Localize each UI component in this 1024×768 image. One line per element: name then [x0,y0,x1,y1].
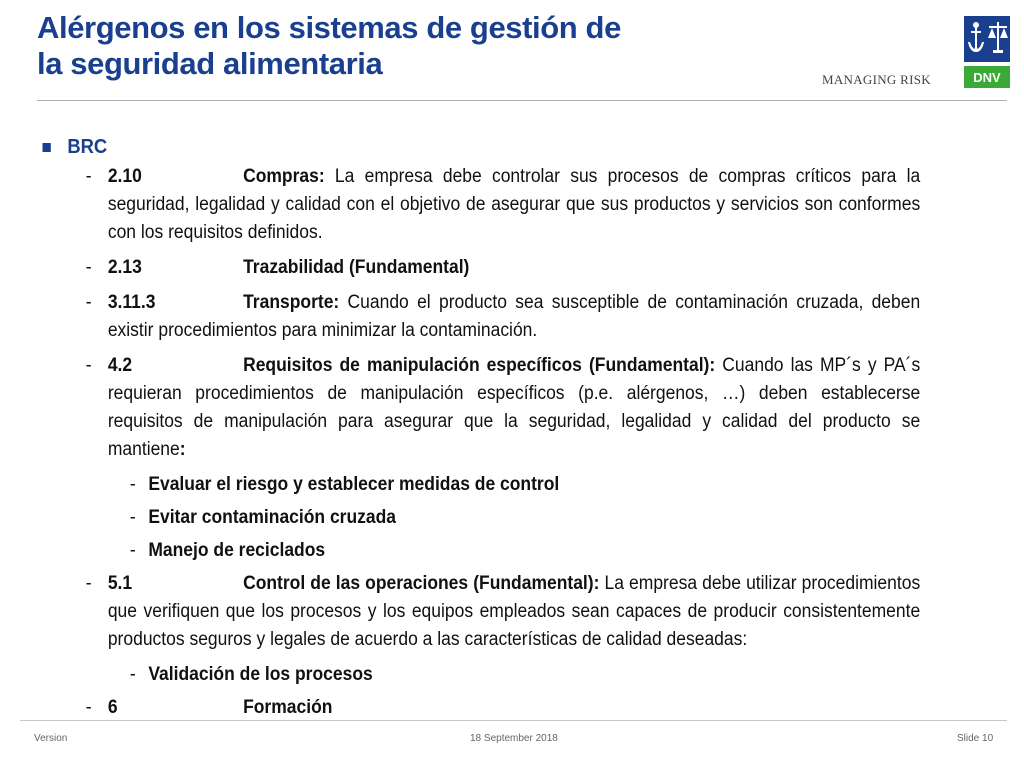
header-divider [37,100,1007,101]
clause-text: Cuando las MP´s y PA´s requieran procedimientos de manipulación específicos (p.e. alérgenos, …) deben establecerse requisitos de manipulación para asegurar que la seguridad, legalidad y calidad del producto se mantiene [107,355,921,460]
clause-text: Cuando el producto sea susceptible de contaminación cruzada, deben existir procedimientos para minimizar la contaminación. [107,292,921,341]
dnv-logo [964,16,1010,88]
title-line-1: Alérgenos en los sistemas de gestión de [37,10,621,45]
clause-code: 2.10 [107,166,142,187]
dash-bullet-icon: - [129,540,136,561]
dash-bullet-icon: - [85,257,92,278]
dash-bullet-icon: - [85,355,92,376]
clause-heading: Compras: [243,166,325,187]
sub-item-text: Evitar contaminación cruzada [148,507,397,528]
list-item [37,352,920,464]
clause-code: 5.1 [107,573,133,594]
clause-trailing: : [179,439,186,460]
dash-bullet-icon: - [129,507,136,528]
clause-heading: Transporte: [243,292,340,313]
sub-item-text: Evaluar el riesgo y establecer medidas de control [148,474,560,495]
list-item [37,163,920,247]
sub-item-text: Validación de los procesos [148,664,373,685]
clause-code: 4.2 [107,355,133,376]
list-item [37,254,920,282]
clause-heading: Trazabilidad (Fundamental) [243,257,470,278]
sub-item-text: Manejo de reciclados [148,540,326,561]
footer-divider [20,720,1007,721]
list-item [37,694,920,722]
list-item [37,570,920,654]
logo-emblem-background [964,16,1010,62]
dash-bullet-icon: - [129,474,136,495]
title-line-2: la seguridad alimentaria [37,46,383,81]
footer-slide-number: Slide 10 [957,733,994,744]
list-item [37,289,920,345]
clause-code: 3.11.3 [107,292,156,313]
section-label: BRC [67,136,108,158]
footer-version: Version [34,733,68,744]
clause-code: 6 [107,697,118,718]
dash-bullet-icon: - [85,292,92,313]
sub-list-item [37,504,920,532]
dash-bullet-icon: - [85,697,92,718]
clause-code: 2.13 [107,257,142,278]
dash-bullet-icon: - [129,664,136,685]
slide-content [37,133,920,729]
page-title [37,10,797,82]
clause-text: La empresa debe utilizar procedimientos que verifiquen que los procesos y los equipos empleados sean capaces de producir consistentemente productos seguros y legales de acuerdo a las características de calidad deseadas: [107,573,921,650]
dash-bullet-icon: - [85,166,92,187]
footer-date: 18 September 2018 [470,733,558,744]
section-bullet [37,133,920,161]
sub-list-item [37,471,920,499]
dash-bullet-icon: - [85,573,92,594]
logo-text: DNV [973,70,1001,85]
sub-list-item [37,537,920,565]
clause-text: La empresa debe controlar sus procesos de compras críticos para la seguridad, legalidad y calidad con el objetivo de asegurar que sus productos y servicios son conformes con los requisitos definidos. [107,166,921,243]
managing-risk-tagline: MANAGING RISK [822,72,931,87]
clause-heading: Requisitos de manipulación específicos (Fundamental): [243,355,716,376]
sub-list-item [37,661,920,689]
square-bullet-icon [43,143,51,152]
clause-heading: Formación [243,697,333,718]
clause-heading: Control de las operaciones (Fundamental): [243,573,600,594]
